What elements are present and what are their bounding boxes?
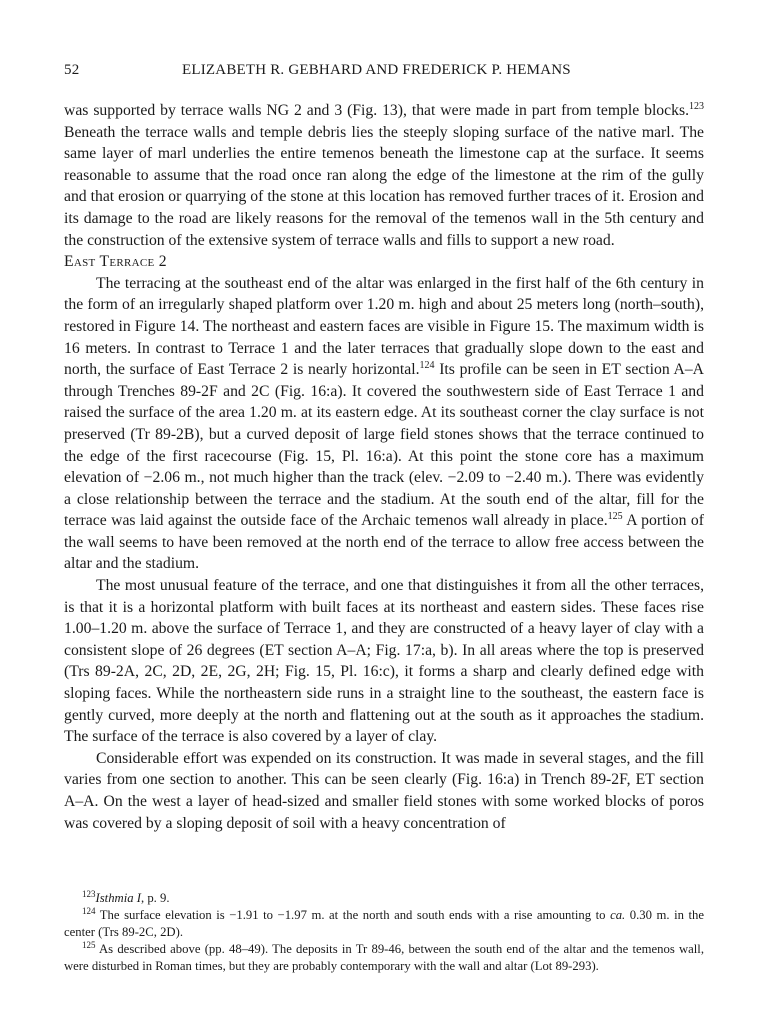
- footnote-ref-124[interactable]: 124: [419, 359, 435, 371]
- footnote-124: $^{124}$ The surface elevation is −1.91 to −1.97 m. at the north and south ends with a rise amounting to ca. 0.30 m. in the center (Trs 89-2C, 2D).: [64, 905, 704, 939]
- page-number: 52: [64, 62, 80, 78]
- running-header: [64, 62, 704, 84]
- footnote-123: $^{123}$Isthmia I, p. 9.: [82, 888, 170, 905]
- footnotes: [64, 890, 704, 975]
- section-heading: East Terrace 2: [64, 253, 167, 271]
- paragraph-unusual-feature: The most unusual feature of the terrace, and one that distinguishes it from all the other terraces, is that it is a horizontal platform with built faces at its northeast and eastern sides. These faces rise 1.00–1.20 m. above the surface of Terrace 1, and they are constructed of a heavy layer of clay with a consistent slope of 26 degrees (ET section A–A; Fig. 17:a, b). In all areas where the top is preserved (Trs 89-2A, 2C, 2D, 2E, 2G, 2H; Fig. 15, Pl. 16:c), it forms a sharp and clearly defined edge with sloping faces. While the northeastern side runs in a straight line to the southeast, the eastern face is gently curved, more deeply at the north and flattening out at the south as it approaches the stadium. The surface of the terrace is also covered by a layer of clay.: [64, 577, 704, 746]
- footnote-ref-125[interactable]: 125: [607, 511, 623, 523]
- footnote-125: $^{125}$ As described above (pp. 48–49). The deposits in Tr 89-46, between the south end of the altar and the temenos wall, were disturbed in Roman times, but they are probably contemporary with the wall and altar (Lot 89-293).: [64, 939, 704, 973]
- body-text: [64, 100, 704, 834]
- running-header-authors: ELIZABETH R. GEBHARD AND FREDERICK P. HEMANS: [182, 62, 571, 78]
- paragraph-construction: Considerable effort was expended on its construction. It was made in several stages, and the fill varies from one section to another. This can be seen clearly (Fig. 16:a) in Trench 89-2F, ET section A–A. On the west a layer of head-sized and smaller field stones with some worked blocks of poros was covered by a sloping deposit of soil with a heavy concentration of: [64, 749, 704, 832]
- paragraph-continued: was supported by terrace walls NG 2 and 3 (Fig. 13), that were made in part from temple blocks.$^{123}$ Beneath the terrace walls and temple debris lies the steeply sloping surface of the native marl. The same layer of marl underlies the entire temenos beneath the limestone cap at the surface. It seems reasonable to assume that the road once ran along the edge of the limestone at the rim of the gully and that erosion or quarrying of the stone at this location has removed further traces of it. Erosion and its damage to the road are likely reasons for the removal of the temenos wall in the 5th century and the construction of the extensive system of terrace walls and fills to support a new road.: [64, 100, 704, 249]
- paragraph-terrace-intro: The terracing at the southeast end of the altar was enlarged in the first half of the 6th century in the form of an irregularly shaped platform over 1.20 m. high and about 25 meters long (north–south), restored in Figure 14. The northeast and eastern faces are visible in Figure 15. The maximum width is 16 meters. In contrast to Terrace 1 and the later terraces that gradually slope down to the east and north, the surface of East Terrace 2 is nearly horizontal.$^{124}$ Its profile can be seen in ET section A–A through Trenches 89-2F and 2C (Fig. 16:a). It covered the southwestern side of East Terrace 1 and raised the surface of the area 1.20 m. at its eastern edge. At its southeast corner the clay surface is not preserved (Tr 89-2B), but a curved deposit of large field stones shows that the terrace continued to the edge of the first racecourse (Fig. 15, Pl. 16:a). At this point the stone core has a maximum elevation of −2.06 m., not much higher than the track (elev. −2.09 to −2.40 m.). There was evidently a close relationship between the terrace and the stadium. At the south end of the altar, fill for the terrace was laid against the outside face of the Archaic temenos wall already in place.$^{125}$ A portion of the wall seems to have been removed at the north end of the terrace to allow free access between the altar and the stadium.: [64, 274, 705, 573]
- footnote-ref-123[interactable]: 123: [689, 100, 704, 112]
